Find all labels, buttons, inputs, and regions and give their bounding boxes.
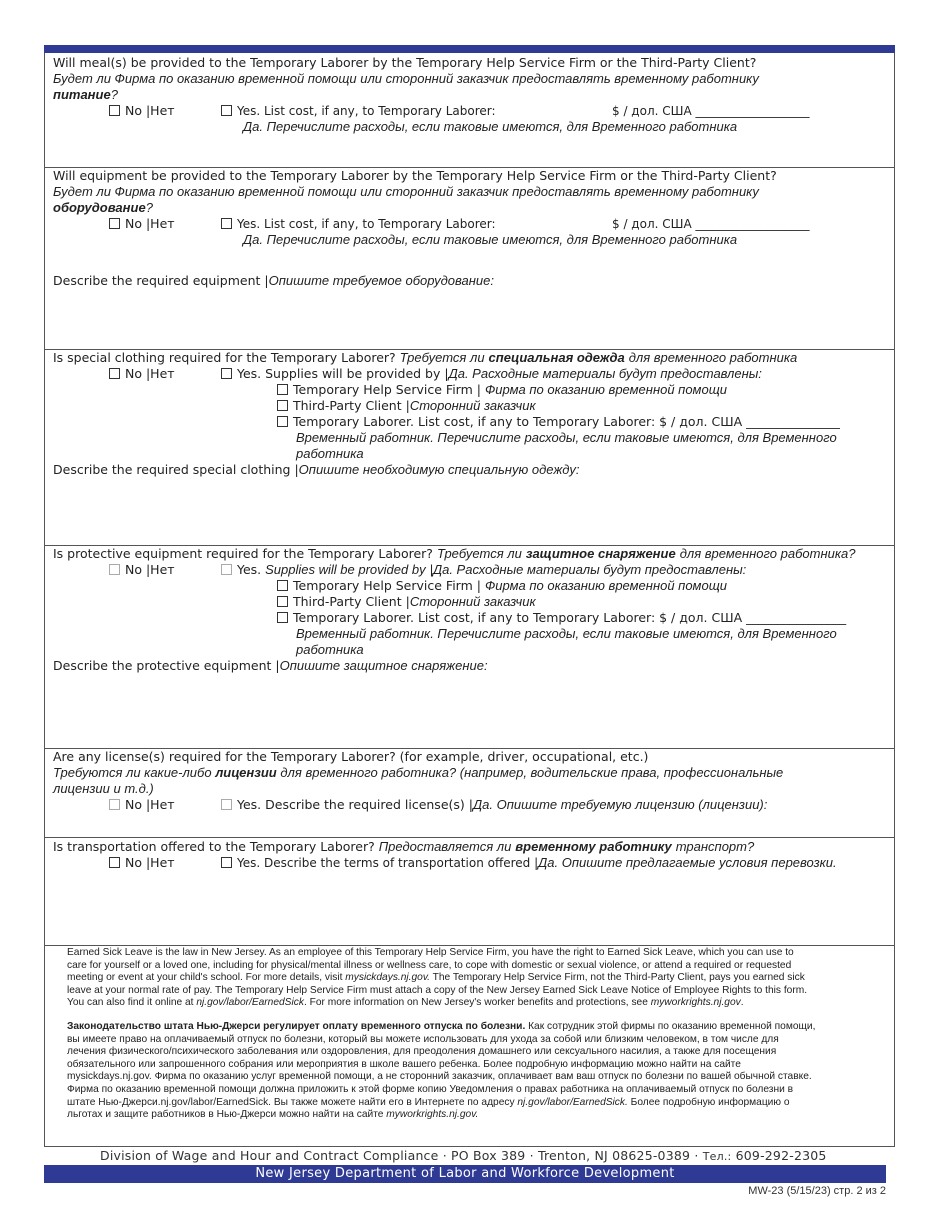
meals-yes-ru: Да. Перечислите расходы, если таковые имеются, для Временного работника [243, 119, 738, 134]
equipment-question-en: Will equipment be provided to the Temporary Laborer by the Temporary Help Service Firm or the Third-Party Client? [53, 168, 777, 183]
equipment-section [45, 167, 894, 350]
transport-question: Is transportation offered to the Temporary Laborer? Предоставляется ли временному работнику транспорт? [53, 839, 755, 854]
notice-ru-line: Фирма по оказанию временной помощи должна приложить к этой форме копию Уведомления о правах работника на оплачиваемый отпуск по болезни в [67, 1083, 794, 1095]
equipment-question-ru-2: оборудование? [53, 200, 153, 215]
notice-en-line: meeting or event at your child's school. For more details, visit mysickdays.nj.gov. The Temporary Help Service Firm, not the Third-Party Client, pays you earned sick [67, 972, 805, 984]
clothing-laborer-ru-2: работника [296, 446, 364, 461]
notice-en-line: You can also find it online at nj.gov/labor/EarnedSick. For more information on New Jersey's worker benefits and protections, see myworkrights.nj.gov. [67, 997, 744, 1009]
earned-sick-link[interactable]: nj.gov/labor/EarnedSick [196, 997, 304, 1009]
transport-no-checkbox[interactable] [109, 857, 120, 868]
licenses-yes-option[interactable]: Yes. Describe the required license(s) |Да. Опишите требуемую лицензию (лицензии): [221, 797, 767, 813]
protective-no-checkbox[interactable] [109, 564, 120, 575]
meals-cost-field[interactable]: $ / дол. США ___________________ [612, 104, 810, 118]
notice-ru-line: mysickdays.nj.gov. Фирма по оказанию услуг временной помощи, а не сторонний заказчик, оплачивает вам ваш отпуск по болезни по вашей обычной ставке. [67, 1071, 812, 1083]
notice-en-line: leave at your normal rate of pay. The Temporary Help Service Firm must attach a copy of the New Jersey Earned Sick Leave Notice of Employee Rights to this form. [67, 984, 808, 996]
protective-client-checkbox[interactable] [277, 596, 288, 607]
clothing-no-checkbox[interactable] [109, 368, 120, 379]
equipment-yes-ru: Да. Перечислите расходы, если таковые имеются, для Временного работника [243, 232, 738, 247]
clothing-no-option[interactable]: No |Нет [109, 366, 175, 382]
protective-laborer-checkbox[interactable] [277, 612, 288, 623]
transport-yes-checkbox[interactable] [221, 857, 232, 868]
meals-section [45, 53, 894, 168]
protective-question: Is protective equipment required for the Temporary Laborer? Требуется ли защитное снаряжение для временного работника? [53, 546, 856, 561]
protective-describe-label: Describe the protective equipment |Опишите защитное снаряжение: [53, 658, 488, 673]
licenses-no-option[interactable]: No |Нет [109, 797, 175, 813]
notice-en-line: care for yourself or a loved one, including for physical/mental illness or wellness care, to cope with domestic or sexual violence, or attend a required or requested [67, 959, 792, 971]
clothing-yes-checkbox[interactable] [221, 368, 232, 379]
equipment-describe-label: Describe the required equipment |Опишите требуемое оборудование: [53, 273, 494, 288]
clothing-opt-laborer[interactable]: Temporary Laborer. List cost, if any to Temporary Laborer: $ / дол. США _______________ [277, 414, 840, 430]
equipment-cost-field[interactable]: $ / дол. США ___________________ [612, 217, 810, 231]
notice-en-line: Earned Sick Leave is the law in New Jersey. As an employee of this Temporary Help Service Firm, you have the right to Earned Sick Leave, which you can use to [67, 947, 794, 958]
protective-yes-checkbox[interactable] [221, 564, 232, 575]
meals-question-ru-2: питание? [53, 87, 118, 102]
meals-no-checkbox[interactable] [109, 105, 120, 116]
licenses-question-ru-2: лицензии и т.д.) [53, 781, 154, 796]
department-banner: New Jersey Department of Labor and Workforce Development [44, 1165, 886, 1183]
protective-section [45, 545, 894, 749]
equipment-question-ru: Будет ли Фирма по оказанию временной помощи или сторонний заказчик предоставлять временному работнику [53, 184, 759, 199]
notice-ru-line: льготах и защите работников в Нью-Джерси можно найти на сайте myworkrights.nj.gov. [67, 1109, 479, 1121]
clothing-opt-firm[interactable]: Temporary Help Service Firm | Фирма по оказанию временной помощи [277, 382, 727, 398]
notice-ru-line: штате Нью-Джерси.nj.gov/labor/EarnedSick. Вы также можете найти его в Интернете по адресу nj.gov/labor/EarnedSick. Более подробную информацию о [67, 1096, 790, 1108]
meals-question-ru: Будет ли Фирма по оказанию временной помощи или сторонний заказчик предоставлять временному работнику [53, 71, 759, 86]
protective-opt-laborer[interactable]: Temporary Laborer. List cost, if any to Temporary Laborer: $ / дол. США ________________ [277, 610, 846, 626]
notice-ru-line: обязательного или запрошенного собрания или мероприятия в школе вашего ребенка. Более подробную информацию можно найти на сайте [67, 1058, 741, 1070]
protective-opt-firm[interactable]: Temporary Help Service Firm | Фирма по оказанию временной помощи [277, 578, 727, 594]
top-bar [44, 45, 895, 53]
myworkrights-link[interactable]: myworkrights.nj.gov [650, 997, 741, 1009]
protective-opt-client[interactable]: Third-Party Client |Сторонний заказчик [277, 594, 536, 610]
licenses-no-checkbox[interactable] [109, 799, 120, 810]
clothing-opt-client[interactable]: Third-Party Client |Сторонний заказчик [277, 398, 536, 414]
myworkrights-link-ru[interactable]: myworkrights.nj.gov. [386, 1109, 479, 1121]
clothing-question: Is special clothing required for the Temporary Laborer? Требуется ли специальная одежда для временного работника [53, 350, 798, 365]
sick-leave-notice-ru [67, 1021, 877, 1122]
clothing-client-checkbox[interactable] [277, 400, 288, 411]
protective-firm-checkbox[interactable] [277, 580, 288, 591]
clothing-yes-option[interactable]: Yes. Supplies will be provided by |Да. Расходные материалы будут предоставлены: [221, 366, 762, 382]
mysickdays-link[interactable]: mysickdays.nj.gov. [345, 972, 430, 984]
meals-no-option[interactable]: No |Нет [109, 103, 175, 119]
form-number: MW-23 (5/15/23) стр. 2 из 2 [748, 1185, 886, 1197]
earned-sick-link-ru[interactable]: nj.gov/labor/EarnedSick. [517, 1096, 628, 1108]
transport-yes-option[interactable]: Yes. Describe the terms of transportation offered |Да. Опишите предлагаемые условия перевозки. [221, 855, 837, 871]
division-address: Division of Wage and Hour and Contract Compliance · PO Box 389 · Trenton, NJ 08625-0389 · Тел.: 609-292-2305 [100, 1148, 827, 1163]
clothing-laborer-ru: Временный работник. Перечислите расходы, если таковые имеются, для Временного [296, 430, 837, 445]
meals-question-en: Will meal(s) be provided to the Temporary Laborer by the Temporary Help Service Firm or the Third-Party Client? [53, 55, 757, 70]
protective-laborer-ru-2: работника [296, 642, 364, 657]
licenses-question-ru: Требуются ли какие-либо лицензии для временного работника? (например, водительские права, профессиональные [53, 765, 784, 780]
transport-no-option[interactable]: No |Нет [109, 855, 175, 871]
meals-yes-checkbox[interactable] [221, 105, 232, 116]
protective-yes-option[interactable]: Yes. Supplies will be provided by |Да. Расходные материалы будут предоставлены: [221, 562, 746, 578]
form-page [44, 53, 895, 1147]
equipment-yes-option[interactable]: Yes. List cost, if any, to Temporary Laborer: [221, 216, 496, 232]
notice-ru-line: вы имеете право на оплачиваемый отпуск по болезни, который вы можете использовать для ухода за собой или близким человеком, в том числе для [67, 1033, 779, 1045]
licenses-yes-checkbox[interactable] [221, 799, 232, 810]
equipment-yes-checkbox[interactable] [221, 218, 232, 229]
clothing-section [45, 349, 894, 546]
equipment-no-checkbox[interactable] [109, 218, 120, 229]
licenses-section [45, 748, 894, 838]
equipment-no-option[interactable]: No |Нет [109, 216, 175, 232]
meals-yes-option[interactable]: Yes. List cost, if any, to Temporary Laborer: [221, 103, 496, 119]
transport-section [45, 837, 894, 946]
sick-leave-notice-en [67, 947, 877, 1010]
protective-laborer-ru: Временный работник. Перечислите расходы, если таковые имеются, для Временного [296, 626, 837, 641]
clothing-describe-label: Describe the required special clothing |Опишите необходимую специальную одежду: [53, 462, 580, 477]
clothing-firm-checkbox[interactable] [277, 384, 288, 395]
notice-ru-line: Законодательство штата Нью-Джерси регулирует оплату временного отпуска по болезни. Как сотрудник этой фирмы по оказанию временной помощи, [67, 1021, 816, 1032]
protective-no-option[interactable]: No |Нет [109, 562, 175, 578]
notice-ru-line: лечения физического/психического заболевания или оздоровления, для преодоления домашнего или сексуального насилия, а также для посещения [67, 1046, 777, 1058]
licenses-question-en: Are any license(s) required for the Temporary Laborer? (for example, driver, occupational, etc.) [53, 749, 649, 764]
clothing-laborer-checkbox[interactable] [277, 416, 288, 427]
